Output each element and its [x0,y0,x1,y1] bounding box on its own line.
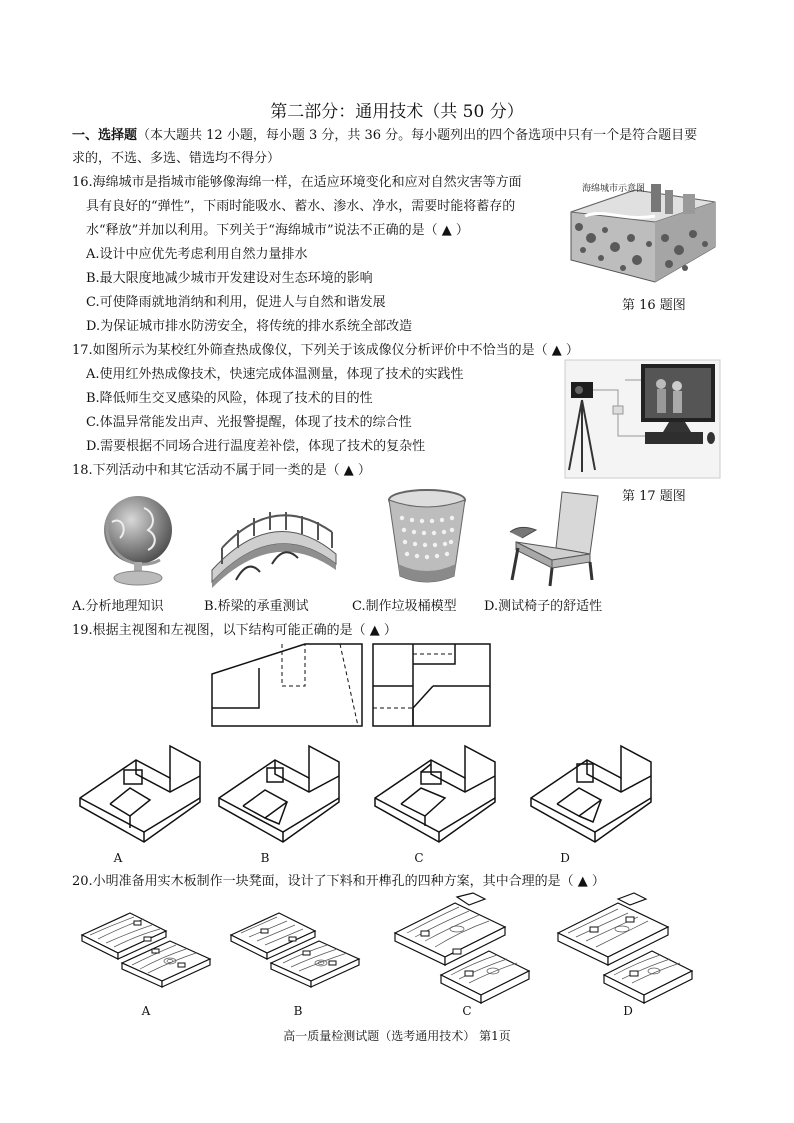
q18-option-a: A.分析地理知识 [72,599,164,614]
q19-option-b-block [219,742,344,850]
q19-option-d-block [531,742,656,850]
q20-option-a-boards [82,905,212,991]
q19-side-view [373,644,490,726]
q16-option-c: C.可使降雨就地消纳和利用，促进人与自然和谐发展 [86,295,386,310]
q19-label-d: D [560,851,570,865]
q19-label-b: B [260,851,270,865]
q19-line1: 19.根据主视图和左视图，以下结构可能正确的是（ ▲ ） [72,623,397,638]
q17-option-d: D.需要根据不同场合进行温度差补偿，体现了技术的复杂性 [86,439,426,454]
q16-line1: 16.海绵城市是指城市能够像海绵一样，在适应环境变化和应对自然灾害等方面 [72,175,522,190]
q20-option-b-boards [231,905,361,991]
q16-option-a: A.设计中应优先考虑利用自然力量排水 [86,247,308,262]
q16-line3: 水“释放”并加以利用。下列关于“海绵城市”说法不正确的是（ ▲ ） [86,223,469,238]
trash-basket-icon [384,488,470,588]
q16-caption: 第 16 题图 [622,298,686,313]
q17-option-b: B.降低师生交叉感染的风险，体现了技术的目的性 [86,391,373,406]
q17-thermal-camera-image [565,360,720,478]
q16-option-d: D.为保证城市排水防涝安全，将传统的排水系统全部改造 [86,319,413,334]
q16-option-b: B.最大限度地减少城市开发建设对生态环境的影响 [86,271,373,286]
q17-option-a: A.使用红外热成像技术，快速完成体温测量，体现了技术的实践性 [86,367,464,382]
q20-label-b: B [293,1004,303,1018]
q18-line1: 18.下列活动中和其它活动不属于同一类的是（ ▲ ） [72,463,371,478]
q19-label-c: C [414,851,424,865]
q17-caption: 第 17 题图 [622,489,686,504]
page-title: 第二部分：通用技术（共 50 分） [270,102,524,122]
q20-label-c: C [462,1004,472,1018]
section-desc-2: 求的，不选、多选、错选均不得分） [72,151,281,166]
q20-option-d-boards [556,893,696,1003]
section-heading-line [72,128,697,144]
q18-option-d: D.测试椅子的舒适性 [484,599,603,614]
q18-option-c: C.制作垃圾桶模型 [352,599,457,614]
globe-icon [98,490,180,590]
q20-line1: 20.小明准备用实木板制作一块凳面，设计了下料和开榫孔的四种方案，其中合理的是（ ▲ ） [72,874,605,889]
chair-icon [506,488,606,588]
q19-label-a: A [113,851,123,865]
section-heading: 一、选择题 [72,128,138,143]
q17-line1: 17.如图所示为某校红外筛查热成像仪，下列关于该成像仪分析评价中不恰当的是（ ▲ ） [72,343,579,358]
q16-line2: 具有良好的“弹性”，下雨时能吸水、蓄水、渗水、净水，需要时能将蓄存的 [86,199,516,214]
bridge-icon [208,492,340,588]
page-footer: 高一质量检测试题（选考通用技术） 第1页 [283,1029,511,1043]
q19-option-a-block [80,742,205,850]
q19-front-view [212,644,362,726]
q20-option-c-boards [393,893,533,1003]
section-desc-1: （本大题共 12 小题，每小题 3 分，共 36 分。每小题列出的四个备选项中只有一个是符合题目要 [137,128,698,143]
q20-label-d: D [623,1004,633,1018]
q20-label-a: A [141,1004,151,1018]
q19-option-c-block [375,742,500,850]
q17-option-c: C.体温异常能发出声、光报警提醒，体现了技术的综合性 [86,415,412,430]
q18-option-b: B.桥梁的承重测试 [204,599,309,614]
q16-image-label: 海绵城市示意图 [582,184,646,194]
